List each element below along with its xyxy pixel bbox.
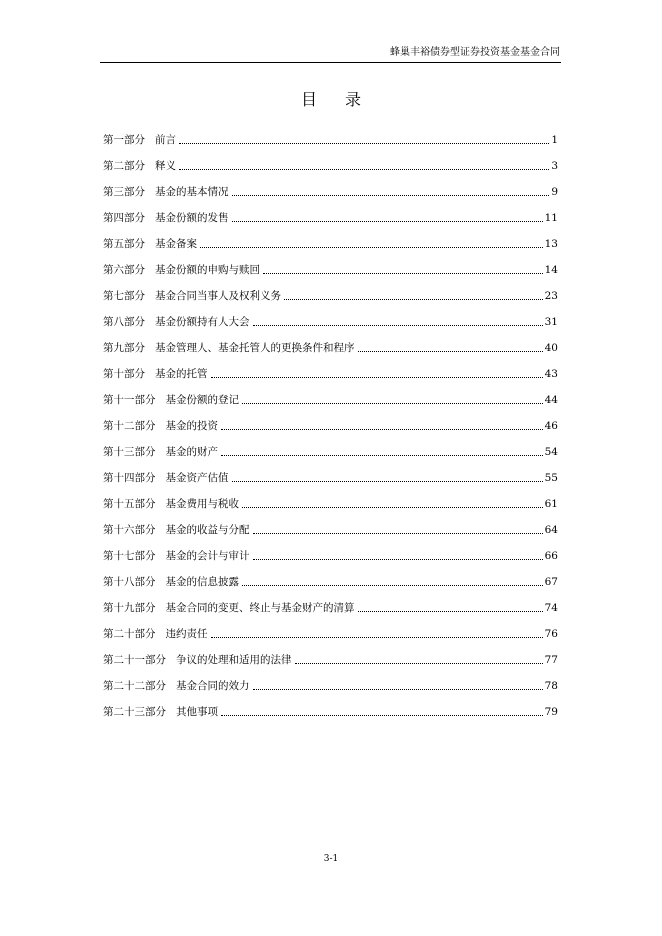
toc-entry-part: 第九部分 — [103, 342, 145, 354]
toc-entry[interactable] — [103, 251, 558, 277]
toc-entry-part: 第四部分 — [103, 212, 145, 224]
toc-entry[interactable] — [103, 693, 558, 719]
toc-dot-leader — [253, 689, 543, 690]
toc-entry-page: 55 — [544, 472, 558, 484]
toc-entry-part: 第十九部分 — [103, 602, 156, 614]
toc-entry-page: 23 — [544, 290, 558, 302]
toc-entry-title: 基金的会计与审计 — [165, 550, 250, 562]
toc-entry-part: 第二十部分 — [103, 628, 156, 640]
toc-entry-title: 违约责任 — [165, 628, 208, 640]
toc-entry-part: 第十一部分 — [103, 394, 156, 406]
toc-entry[interactable] — [103, 433, 558, 459]
toc-entry-page: 78 — [544, 680, 558, 692]
toc-entry-part: 第十三部分 — [103, 446, 156, 458]
toc-entry-page: 61 — [544, 498, 558, 510]
toc-entry[interactable] — [103, 485, 558, 511]
toc-entry-page: 43 — [544, 368, 558, 380]
toc-dot-leader — [232, 221, 543, 222]
toc-title — [0, 90, 662, 110]
toc-entry-title: 基金管理人、基金托管人的更换条件和程序 — [155, 342, 355, 354]
toc-entry-page: 44 — [544, 394, 558, 406]
toc-entry-part: 第十二部分 — [103, 420, 156, 432]
toc-dot-leader — [284, 299, 543, 300]
toc-entry[interactable] — [103, 589, 558, 615]
toc-entry-part: 第八部分 — [103, 316, 145, 328]
toc-entry[interactable] — [103, 329, 558, 355]
toc-title-right: 录 — [345, 90, 362, 109]
toc-list — [103, 121, 558, 719]
toc-entry-title: 基金的信息披露 — [165, 576, 239, 588]
toc-entry-title: 基金份额的申购与赎回 — [155, 264, 260, 276]
toc-entry[interactable] — [103, 303, 558, 329]
toc-entry-part: 第十八部分 — [103, 576, 156, 588]
toc-entry-title: 基金合同当事人及权利义务 — [155, 290, 281, 302]
toc-entry-part: 第五部分 — [103, 238, 145, 250]
toc-entry-title: 基金合同的效力 — [176, 680, 250, 692]
toc-entry[interactable] — [103, 407, 558, 433]
toc-entry-title: 前言 — [155, 134, 176, 146]
toc-entry-part: 第十五部分 — [103, 498, 156, 510]
toc-entry-title: 基金合同的变更、终止与基金财产的清算 — [165, 602, 355, 614]
toc-entry-part: 第二十三部分 — [103, 706, 166, 718]
toc-entry-page: 66 — [544, 550, 558, 562]
toc-entry[interactable] — [103, 537, 558, 563]
toc-entry-page: 79 — [544, 706, 558, 718]
toc-entry-page: 46 — [544, 420, 558, 432]
toc-entry-page: 1 — [551, 134, 558, 146]
toc-dot-leader — [221, 429, 543, 430]
toc-entry-title: 基金份额持有人大会 — [155, 316, 250, 328]
toc-entry-title: 基金的收益与分配 — [165, 524, 250, 536]
toc-entry-page: 40 — [544, 342, 558, 354]
toc-entry-part: 第七部分 — [103, 290, 145, 302]
toc-dot-leader — [179, 169, 549, 170]
toc-entry-page: 77 — [544, 654, 558, 666]
toc-entry-title: 基金的财产 — [165, 446, 218, 458]
toc-entry-page: 14 — [544, 264, 558, 276]
toc-dot-leader — [295, 663, 543, 664]
toc-dot-leader — [242, 585, 543, 586]
toc-entry[interactable] — [103, 667, 558, 693]
toc-entry-part: 第二十二部分 — [103, 680, 166, 692]
toc-entry[interactable] — [103, 381, 558, 407]
toc-entry[interactable] — [103, 199, 558, 225]
toc-entry-part: 第十部分 — [103, 368, 145, 380]
toc-entry-part: 第三部分 — [103, 186, 145, 198]
toc-dot-leader — [232, 195, 550, 196]
footer-page-number: 3-1 — [323, 854, 339, 864]
toc-entry-title: 释义 — [155, 160, 176, 172]
running-header: 蜂巢丰裕债券型证券投资基金基金合同 — [390, 47, 560, 58]
toc-dot-leader — [211, 637, 543, 638]
toc-entry[interactable] — [103, 459, 558, 485]
toc-dot-leader — [263, 273, 543, 274]
toc-entry[interactable] — [103, 121, 558, 147]
toc-entry-page: 3 — [551, 160, 558, 172]
toc-dot-leader — [232, 481, 543, 482]
toc-entry-title: 基金的托管 — [155, 368, 208, 380]
toc-dot-leader — [253, 325, 543, 326]
toc-entry-part: 第十六部分 — [103, 524, 156, 536]
toc-entry[interactable] — [103, 147, 558, 173]
toc-entry-part: 第二十一部分 — [103, 654, 166, 666]
toc-entry-page: 13 — [544, 238, 558, 250]
toc-entry-title: 基金费用与税收 — [165, 498, 239, 510]
toc-entry-page: 64 — [544, 524, 558, 536]
toc-dot-leader — [253, 533, 543, 534]
header-rule — [100, 62, 561, 63]
toc-entry-title: 基金的投资 — [165, 420, 218, 432]
toc-entry-title: 其他事项 — [176, 706, 218, 718]
toc-entry-page: 31 — [544, 316, 558, 328]
toc-entry-part: 第六部分 — [103, 264, 145, 276]
toc-entry-page: 74 — [544, 602, 558, 614]
toc-dot-leader — [242, 507, 543, 508]
toc-entry-title: 基金的基本情况 — [155, 186, 229, 198]
toc-entry[interactable] — [103, 225, 558, 251]
toc-dot-leader — [221, 715, 543, 716]
toc-entry[interactable] — [103, 563, 558, 589]
toc-dot-leader — [211, 377, 543, 378]
toc-entry[interactable] — [103, 615, 558, 641]
toc-entry-part: 第十七部分 — [103, 550, 156, 562]
toc-dot-leader — [253, 559, 543, 560]
toc-entry[interactable] — [103, 511, 558, 537]
toc-entry[interactable] — [103, 641, 558, 667]
toc-entry[interactable] — [103, 277, 558, 303]
toc-entry[interactable] — [103, 355, 558, 381]
toc-entry-part: 第二部分 — [103, 160, 145, 172]
toc-dot-leader — [358, 611, 543, 612]
toc-entry-part: 第十四部分 — [103, 472, 156, 484]
toc-dot-leader — [200, 247, 543, 248]
toc-entry[interactable] — [103, 173, 558, 199]
toc-entry-page: 54 — [544, 446, 558, 458]
toc-entry-part: 第一部分 — [103, 134, 145, 146]
toc-dot-leader — [242, 403, 543, 404]
toc-entry-page: 76 — [544, 628, 558, 640]
toc-entry-title: 争议的处理和适用的法律 — [176, 654, 292, 666]
toc-entry-page: 11 — [544, 212, 558, 224]
toc-dot-leader — [179, 143, 549, 144]
toc-entry-title: 基金份额的发售 — [155, 212, 229, 224]
toc-entry-title: 基金资产估值 — [165, 472, 229, 484]
toc-dot-leader — [358, 351, 543, 352]
toc-entry-page: 67 — [544, 576, 558, 588]
toc-entry-title: 基金份额的登记 — [165, 394, 239, 406]
toc-dot-leader — [221, 455, 543, 456]
toc-entry-title: 基金备案 — [155, 238, 197, 250]
toc-entry-page: 9 — [551, 186, 558, 198]
toc-title-left: 目 — [300, 90, 317, 109]
